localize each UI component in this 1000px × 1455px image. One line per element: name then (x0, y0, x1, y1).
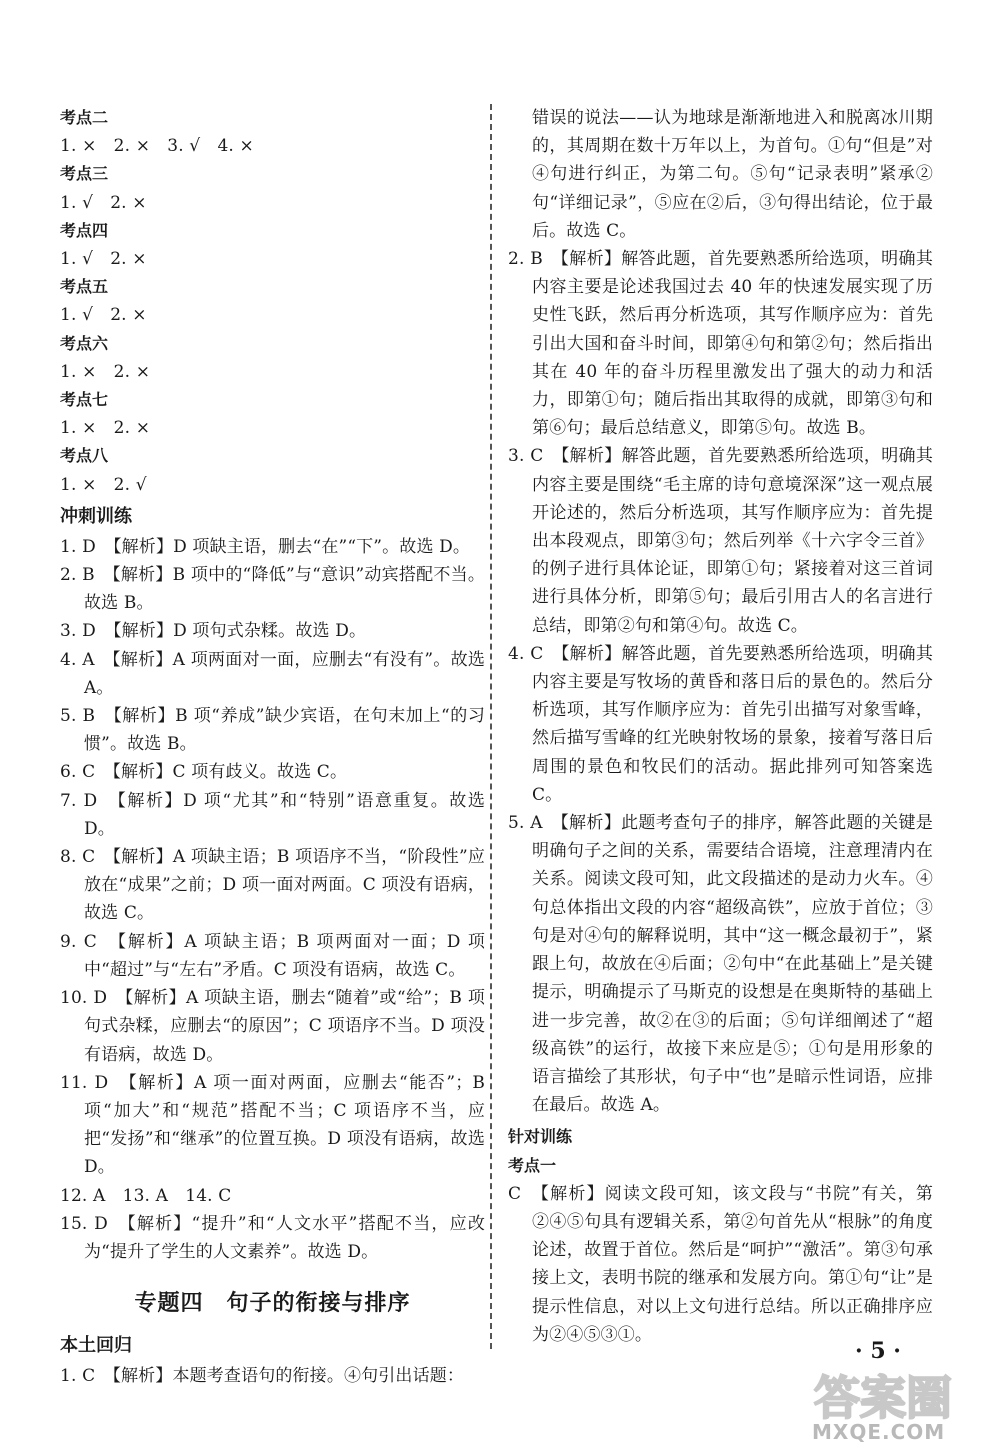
left-column (60, 104, 485, 1390)
kaodian-2 (60, 104, 485, 160)
sprint-item: 4. A 【解析】A 项两面对一面，应删去“有没有”。故选 A。 (60, 649, 485, 698)
local-heading: 本土回归 (60, 1335, 132, 1357)
sprint-item: 1. D 【解析】D 项缺主语，删去“在”“下”。故选 D。 (60, 536, 471, 557)
topic-title: 专题四 句子的衔接与排序 (134, 1291, 411, 1317)
sprint-item: 10. D 【解析】A 项缺主语，删去“随着”或“给”；B 项句式杂糅，应删去“的原因”；C 项语序不当。D 项没有语病，故选 D。 (60, 988, 485, 1065)
answer-line: 1. √ 2. × (60, 249, 147, 270)
answer-line: 1. × 2. × (60, 361, 151, 382)
answer-line: 1. × 2. × (60, 418, 151, 439)
section-heading: 考点二 (60, 108, 109, 127)
sprint-item: 11. D 【解析】A 项一面对两面，应删去“能否”；B 项“加大”和“规范”搭配不当；C 项语序不当，应把“发扬”和“继承”的位置互换。D 项没有语病，故选 D。 (60, 1072, 485, 1178)
local-item: 5. A 【解析】此题考查句子的排序，解答此题的关键是明确句子之间的关系，需要结合语境，注意理清内在关系。阅读文段可知，此文段描述的是动力火车。④句总体指出文段的内容“超级高铁”，应放于首位；③句是对④句的解释说明，其中“这一概念最初于”，紧跟上句，故放在④后面；②句中“在此基础上”是关键提示，明确提示了马斯克的设想是在奥斯特的基础上进一步完善，故②在③的后面；⑤句详细阐述了“超级高铁”的运行，故接下来应是⑤；①句是用形象的语言描绘了其形状，句子中“也”是暗示性词语，应排在最后。故选 A。 (508, 813, 933, 1116)
page-number: · 5 · (855, 1338, 901, 1364)
kaodian-3 (60, 160, 485, 216)
sprint-item: 3. D 【解析】D 项句式杂糅。故选 D。 (60, 621, 367, 642)
watermark-logo-text: 答案圈 (814, 1371, 952, 1425)
kaodian-8 (60, 442, 485, 498)
targeted-heading: 针对训练 (508, 1127, 573, 1147)
kaodian-4 (60, 217, 485, 273)
sprint-item: 8. C 【解析】A 项缺主语；B 项语序不当，“阶段性”应放在“成果”之前；D 项一面对两面。C 项没有语病，故选 C。 (60, 847, 485, 924)
answer-line: 1. × 2. √ (60, 474, 147, 495)
section-heading: 考点七 (60, 390, 109, 410)
sprint-item: 2. B 【解析】B 项中的“降低”与“意识”动宾搭配不当。故选 B。 (60, 565, 485, 614)
column-divider (490, 104, 492, 1349)
sprint-item: 15. D 【解析】“提升”和“人文水平”搭配不当，应改为“提升了学生的人文素养”。故选 D。 (60, 1213, 485, 1262)
section-heading: 考点六 (60, 333, 109, 353)
kaodian-1-answer: C 【解析】阅读文段可知，该文段与“书院”有关，第②④⑤句具有逻辑关系，第②句首先从“根脉”的角度论述，故置于首位。然后是“呵护”“激活”。第③句承接上文，表明书院的继承和发展方向。第①句“让”是提示性信息，对以上文句进行总结。所以正确排序应为②④⑤③①。 (508, 1183, 933, 1345)
right-column (508, 104, 933, 1349)
section-heading: 考点五 (60, 277, 109, 297)
local-item: 1. C 【解析】本题考查语句的衔接。④句引出话题： (60, 1366, 465, 1387)
section-heading: 考点四 (60, 220, 109, 240)
answer-line: 1. √ 2. × (60, 192, 147, 213)
sprint-item: 6. C 【解析】C 项有歧义。故选 C。 (60, 762, 348, 783)
section-heading: 考点八 (60, 446, 109, 466)
local-item: 3. C 【解析】解答此题，首先要熟悉所给选项，明确其内容主要是围绕“毛主席的诗句意境深深”这一观点展开论述的，然后分析选项，其写作顺序应为：首先提出本段观点，即第③句；然后列举《十六字令三首》的例子进行具体论证，即第①句；紧接着对这三首词进行具体分析，即第⑤句；最后引用古人的名言进行总结，即第②句和第④句。故选 C。 (508, 446, 933, 636)
kaodian-7 (60, 386, 485, 442)
watermark-url: MXQE.COM (812, 1420, 946, 1444)
sprint-item: 12. A 13. A 14. C (60, 1185, 232, 1206)
kaodian-1-heading: 考点一 (508, 1155, 557, 1175)
kaodian-5 (60, 273, 485, 329)
sprint-heading: 冲刺训练 (60, 505, 132, 527)
continued-text: 错误的说法——认为地球是渐渐地进入和脱离冰川期的，其周期在数十万年以上，为首句。①句“但是”对④句进行纠正，为第二句。⑤句“记录表明”紧承②句“详细记录”，⑤应在②后，③句得出结论，位于最后。故选 C。 (532, 108, 933, 241)
sprint-item: 7. D 【解析】D 项“尤其”和“特别”语意重复。故选 D。 (60, 790, 485, 839)
kaodian-6 (60, 330, 485, 386)
answer-line: 1. √ 2. × (60, 305, 147, 326)
local-item: 4. C 【解析】解答此题，首先要熟悉所给选项，明确其内容主要是写牧场的黄昏和落日后的景色的。然后分析选项，其写作顺序应为：首先引出描写对象雪峰，然后描写雪峰的红光映射牧场的景象，接着写落日后周围的景色和牧民们的活动。据此排列可知答案选 C。 (508, 643, 933, 805)
answer-line: 1. × 2. × 3. √ 4. × (60, 136, 254, 157)
section-heading: 考点三 (60, 164, 109, 184)
local-item: 2. B 【解析】解答此题，首先要熟悉所给选项，明确其内容主要是论述我国过去 40 年的快速发展实现了历史性飞跃，然后再分析选项，其写作顺序应为：首先引出大国和奋斗时间，即第④句和第②句；然后指出其在 40 年的奋斗历程里激发出了强大的动力和活力，即第①句；随后指出其取得的成就，即第③句和第⑥句；最后总结意义，即第⑤句。故选 B。 (508, 249, 933, 439)
sprint-item: 5. B 【解析】B 项“养成”缺少宾语，在句末加上“的习惯”。故选 B。 (60, 706, 485, 755)
sprint-item: 9. C 【解析】A 项缺主语；B 项两面对一面；D 项中“超过”与“左右”矛盾。C 项没有语病，故选 C。 (60, 931, 485, 980)
